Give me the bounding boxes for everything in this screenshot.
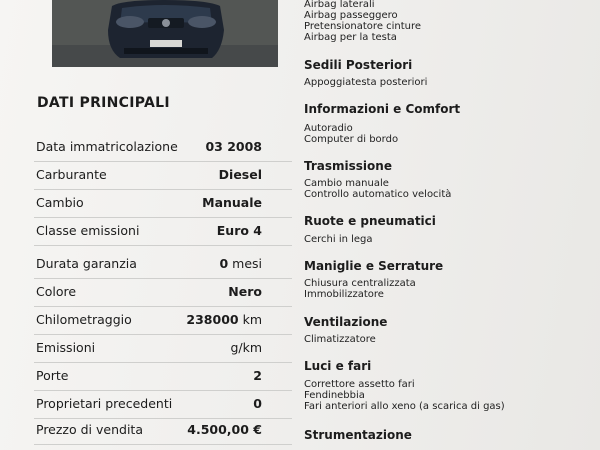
equipment-section-title: Ruote e pneumatici [304,214,436,228]
equipment-item: Correttore assetto fari [304,379,415,390]
spec-value: 0 [253,396,262,411]
spec-label: Cambio [36,195,84,210]
spec-label: Colore [36,284,77,299]
spec-unit: km [242,312,262,327]
spec-label: Proprietari precedenti [36,396,173,411]
equipment-item: Climatizzatore [304,334,376,345]
equipment-item: Chiusura centralizzata [304,278,416,289]
spec-label: Carburante [36,167,107,182]
equipment-item: Airbag per la testa [304,32,397,43]
spec-row-previous-owners [34,390,292,419]
equipment-section-title: Strumentazione [304,428,412,442]
equipment-section-title: Trasmissione [304,159,392,173]
equipment-item: Immobilizzatore [304,289,384,300]
equipment-section-title: Maniglie e Serrature [304,259,444,273]
equipment-item: Pretensionatore cinture [304,21,422,32]
spec-row-doors [34,362,292,391]
spec-value: 0 [219,256,229,271]
equipment-item: Airbag laterali [304,0,375,10]
equipment-section-title: Luci e fari [304,359,372,373]
spec-unit: g/km [230,340,262,355]
spec-label: Prezzo di vendita [36,422,143,437]
equipment-item: Appoggiatesta posteriori [304,77,428,88]
equipment-item: Airbag passeggero [304,10,398,21]
spec-label: Porte [36,368,69,383]
spec-value: Diesel [218,167,262,182]
equipment-section-title: Informazioni e Comfort [304,102,461,116]
spec-row-warranty [34,250,292,279]
spec-value: 03 2008 [205,139,262,154]
spec-row-gearbox [34,189,292,218]
spec-row-emissions [34,334,292,363]
spec-value: 4.500,00 € [187,422,262,437]
equipment-item: Controllo automatico velocità [304,189,452,200]
spec-label: Data immatricolazione [36,139,178,154]
spec-label: Classe emissioni [36,223,140,238]
spec-value: 238000 [186,312,239,327]
equipment-item: Cambio manuale [304,178,389,189]
equipment-item: Computer di bordo [304,134,399,145]
spec-label: Durata garanzia [36,256,137,271]
spec-row-emission-class [34,217,292,246]
spec-label: Chilometraggio [36,312,132,327]
equipment-section-title: Ventilazione [304,315,388,329]
spec-row-price [34,416,292,445]
spec-unit: mesi [232,256,262,271]
spec-row-registration [34,133,292,162]
spec-value: Manuale [202,195,262,210]
section-title-main: DATI PRINCIPALI [37,95,170,111]
car-photo [52,0,278,67]
spec-value: Euro 4 [216,223,262,238]
spec-row-color [34,278,292,307]
equipment-item: Autoradio [304,123,353,134]
spec-value: Nero [228,284,262,299]
equipment-item: Fendinebbia [304,390,365,401]
equipment-section-title: Sedili Posteriori [304,58,413,72]
spec-row-mileage [34,306,292,335]
spec-label: Emissioni [36,340,96,355]
spec-row-fuel [34,161,292,190]
equipment-item: Fari anteriori allo xeno (a scarica di gas) [304,401,505,412]
equipment-item: Cerchi in lega [304,234,373,245]
spec-value: 2 [253,368,262,383]
